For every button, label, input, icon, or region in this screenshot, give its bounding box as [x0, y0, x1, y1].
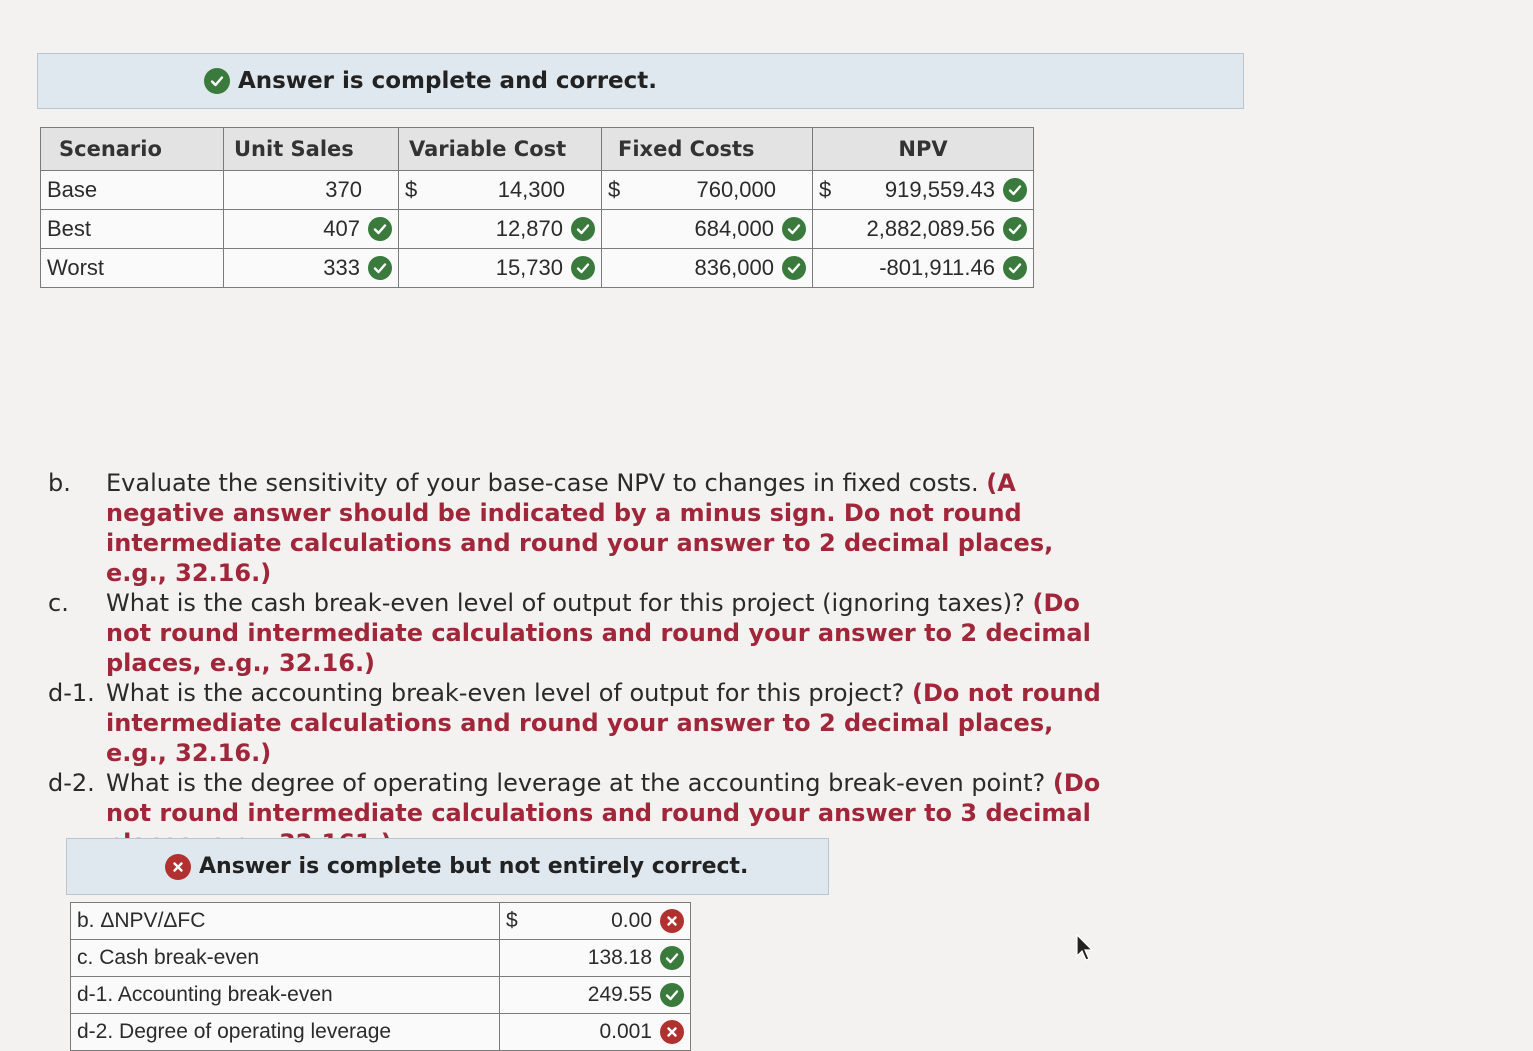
label-prefix: d-1. — [77, 983, 114, 1006]
answer-value-cell[interactable] — [500, 1014, 691, 1051]
answer-label-cell — [71, 940, 500, 977]
variable-cost-cell[interactable] — [399, 249, 602, 288]
value: 919,559.43 — [884, 177, 995, 202]
label-prefix: c. — [77, 946, 94, 969]
question-label: b. — [48, 469, 71, 497]
x-icon — [165, 854, 191, 880]
unit-sales-cell[interactable] — [224, 171, 399, 210]
mouse-cursor-icon — [1076, 934, 1094, 962]
unit-sales-cell[interactable] — [224, 249, 399, 288]
table-row — [41, 210, 1034, 249]
question-note: (Do not round intermediate calculations and round your answer to 2 decimal places, e.g., 32.16.) — [106, 679, 1101, 767]
header-fixed-costs: Fixed Costs — [602, 128, 813, 171]
question-label: d-1. — [48, 679, 95, 707]
currency: $ — [405, 177, 418, 202]
fixed-costs-cell[interactable] — [602, 210, 813, 249]
question-text: What is the accounting break-even level of output for this project? — [106, 679, 905, 707]
value: -801,911.46 — [879, 255, 995, 280]
question-text: What is the degree of operating leverage at the accounting break-even point? — [106, 769, 1046, 797]
answer-status-banner-partial — [66, 838, 829, 895]
check-icon — [368, 256, 392, 280]
check-icon — [368, 217, 392, 241]
question-list — [48, 468, 1108, 858]
label-prefix: d-2. — [77, 1020, 114, 1043]
answer-label-cell — [71, 977, 500, 1014]
answers-table — [70, 902, 691, 1051]
header-scenario: Scenario — [41, 128, 224, 171]
table-row — [71, 940, 691, 977]
answer-label-cell — [71, 903, 500, 940]
question-c — [48, 588, 1108, 678]
question-note: (Do not round intermediate calculations and round your answer to 2 decimal places, e.g., 32.16.) — [106, 589, 1091, 677]
answer-value-cell[interactable] — [500, 940, 691, 977]
scenario-cell: Base — [41, 171, 224, 210]
scenario-cell: Best — [41, 210, 224, 249]
value: 0.00 — [611, 909, 652, 932]
question-label: d-2. — [48, 769, 95, 797]
answer-value-cell[interactable] — [500, 977, 691, 1014]
question-b — [48, 468, 1108, 588]
value: 2,882,089.56 — [866, 216, 995, 241]
table-row — [71, 903, 691, 940]
value: 0.001 — [599, 1020, 652, 1043]
table-row — [71, 977, 691, 1014]
value: 249.55 — [587, 983, 652, 1006]
question-note: (A negative answer should be indicated by a minus sign. Do not round intermediate calculations and round your answer to 2 decimal places, e.g., 32.16.) — [106, 469, 1054, 587]
fixed-costs-cell[interactable] — [602, 249, 813, 288]
check-icon — [660, 946, 684, 970]
label-text: Cash break-even — [99, 946, 260, 969]
unit-sales-cell[interactable] — [224, 210, 399, 249]
question-d1 — [48, 678, 1108, 768]
value: 15,730 — [495, 255, 563, 280]
x-icon — [660, 1020, 684, 1044]
npv-cell[interactable] — [813, 210, 1034, 249]
banner-text: Answer is complete and correct. — [237, 68, 658, 94]
label-text: Degree of operating leverage — [119, 1020, 392, 1043]
question-text: Evaluate the sensitivity of your base-case NPV to changes in fixed costs. — [106, 469, 979, 497]
variable-cost-cell[interactable] — [399, 171, 602, 210]
check-icon — [1003, 217, 1027, 241]
answer-status-banner — [37, 53, 1244, 109]
scenario-cell: Worst — [41, 249, 224, 288]
answer-label-cell — [71, 1014, 500, 1051]
table-row — [41, 249, 1034, 288]
header-npv: NPV — [813, 128, 1034, 171]
variable-cost-cell[interactable] — [399, 210, 602, 249]
check-icon — [571, 217, 595, 241]
check-icon — [782, 256, 806, 280]
check-icon — [660, 983, 684, 1007]
value: 14,300 — [497, 177, 565, 202]
banner-text: Answer is complete but not entirely correct. — [199, 854, 749, 879]
fixed-costs-cell[interactable] — [602, 171, 813, 210]
value: 684,000 — [694, 216, 774, 241]
npv-cell[interactable] — [813, 249, 1034, 288]
value: 407 — [323, 216, 360, 241]
x-icon — [660, 909, 684, 933]
currency: $ — [506, 909, 518, 932]
value: 138.18 — [587, 946, 652, 969]
question-label: c. — [48, 589, 69, 617]
value: 12,870 — [495, 216, 563, 241]
check-icon — [782, 217, 806, 241]
npv-cell[interactable] — [813, 171, 1034, 210]
question-text: What is the cash break-even level of output for this project (ignoring taxes)? — [106, 589, 1025, 617]
label-prefix: b. — [77, 909, 95, 932]
check-icon — [571, 256, 595, 280]
label-text: Accounting break-even — [117, 983, 333, 1006]
header-variable-cost: Variable Cost — [399, 128, 602, 171]
currency: $ — [819, 177, 832, 202]
table-header-row — [41, 128, 1034, 171]
currency: $ — [608, 177, 621, 202]
value: 370 — [325, 177, 362, 202]
scenario-table — [40, 127, 1034, 288]
value: 333 — [323, 255, 360, 280]
answer-value-cell[interactable] — [500, 903, 691, 940]
check-icon — [1003, 178, 1027, 202]
header-unit-sales: Unit Sales — [224, 128, 399, 171]
check-icon — [204, 68, 230, 94]
table-row — [41, 171, 1034, 210]
value: 760,000 — [696, 177, 776, 202]
label-text: ΔNPV/ΔFC — [100, 909, 206, 932]
value: 836,000 — [694, 255, 774, 280]
table-row — [71, 1014, 691, 1051]
check-icon — [1003, 256, 1027, 280]
question-note: (Do not round intermediate calculations and round your answer to 3 decimal — [106, 769, 1101, 827]
